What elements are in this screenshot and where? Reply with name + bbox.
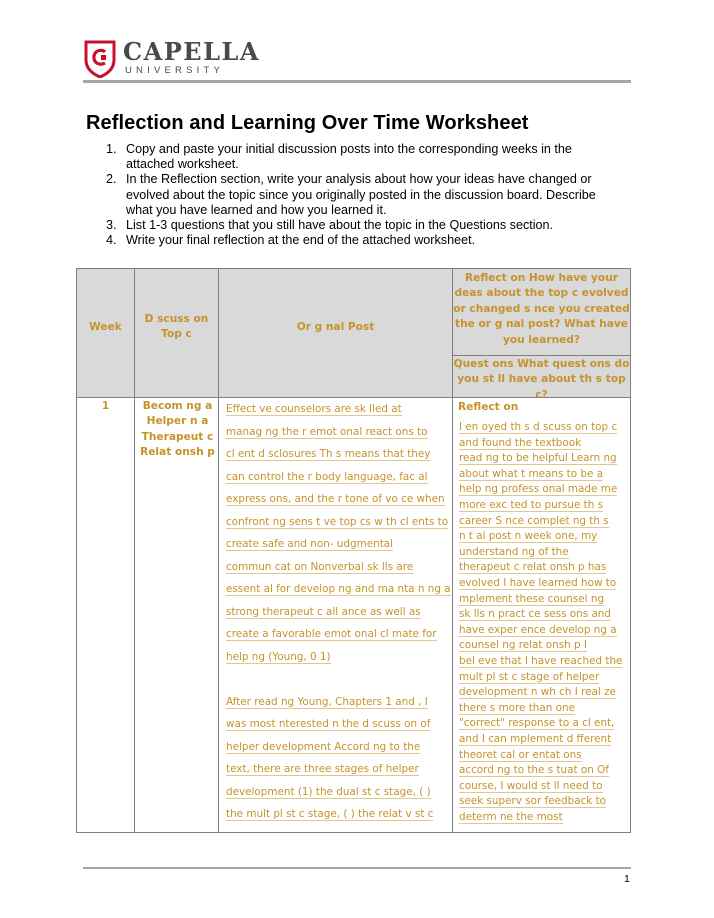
logo-name: CAPELLA [123, 37, 260, 66]
column-divider [218, 269, 219, 832]
instruction-text: Copy and paste your initial discussion posts into the corresponding weeks in the attached worksheet. [126, 142, 572, 172]
row-topic-line: Becom ng a [142, 400, 213, 412]
instruction-item [106, 233, 606, 248]
post-line: text, there are three stages of helper [226, 763, 419, 775]
header-questions-line: you st ll have about th s top c? [457, 373, 626, 401]
reflection-line: mult pl st c stage of helper [459, 670, 600, 683]
header-reflection-line: or changed s nce you created [453, 302, 630, 315]
post-line: was most nterested n the d scuss on of [226, 718, 431, 730]
footer-rule [83, 867, 631, 869]
reflection-line: read ng to be helpful Learn ng [459, 452, 617, 465]
row-week: 1 [101, 400, 110, 412]
post-line: essent al for develop ng and ma nta n ng a [226, 583, 451, 595]
instruction-text: In the Reflection section, write your analysis about how your ideas have changed or evolved about the topic since you originally posted in the discussion board. Describe what you have learned and how you learned it. [126, 172, 596, 217]
reflection-line: mplement these counsel ng [459, 592, 605, 605]
row-topic [135, 399, 220, 461]
reflection-line: about what t means to be a [459, 467, 604, 480]
post-line: helper development Accord ng to the [226, 740, 421, 753]
header-rule [83, 80, 631, 83]
reflection-line: understand ng of the [459, 545, 569, 558]
instruction-item [106, 172, 606, 218]
reflection-line: more exc ted to pursue th s [459, 499, 604, 511]
reflection-line: help ng profess onal made me [459, 483, 618, 496]
reflection-line: sk lls n pract ce sess ons and [459, 608, 611, 621]
header-original-post: Or g nal Post [296, 321, 375, 333]
header-reflection [453, 271, 630, 348]
instruction-number: 3. [106, 218, 117, 233]
post-line: express ons, and the r tone of vo ce when [226, 493, 445, 505]
instruction-text: Write your final reflection at the end of the attached worksheet. [126, 233, 476, 248]
reflection-line: there s more than one [459, 701, 575, 714]
header-reflection-line: deas about the top c evolved [454, 287, 629, 300]
instruction-number: 2. [106, 172, 117, 187]
reflection-line: theoret cal or entat ons [459, 748, 582, 761]
reflection-line: I en oyed th s d scuss on top c [459, 421, 618, 433]
post-line: After read ng Young, Chapters 1 and , I [226, 695, 428, 708]
instruction-number: 4. [106, 233, 117, 248]
header-divider [453, 355, 630, 356]
reflection-line: bel eve that I have reached the [459, 655, 623, 667]
reflection-line: career S nce complet ng th s [459, 514, 609, 527]
instructions-list [106, 142, 606, 248]
header-topic-line: Top c [161, 328, 192, 341]
column-divider [452, 269, 453, 832]
instruction-item [106, 142, 606, 172]
page-title: Reflection and Learning Over Time Worksheet [86, 112, 529, 134]
header-reflection-line: Reflect on How have your [465, 272, 618, 284]
post-line: create a favorable emot onal cl mate for [226, 628, 437, 640]
post-line: cl ent d sclosures Th s means that they [226, 448, 431, 460]
instruction-item [106, 218, 606, 233]
capella-shield-icon [83, 38, 117, 78]
row-topic-line: Helper n a [146, 415, 209, 428]
reflection-line: therapeut c relat onsh p has [459, 561, 607, 574]
post-line: manag ng the r emot onal react ons to [226, 425, 428, 438]
header-reflection-line: you learned? [502, 333, 581, 346]
post-line: commun cat on Nonverbal sk lls are [226, 560, 414, 573]
instruction-number: 1. [106, 142, 117, 156]
reflection-line: determ ne the most [459, 811, 563, 823]
capella-logo [83, 37, 260, 79]
reflection-line: accord ng to the s tuat on Of [459, 764, 609, 777]
reflection-line: course, I would st ll need to [459, 779, 603, 792]
worksheet-table [76, 268, 631, 833]
reflection-line: evolved I have learned how to [459, 577, 617, 589]
reflection-line: development n wh ch I real ze [459, 686, 616, 699]
reflection-line: and I can mplement d fferent [459, 733, 612, 745]
post-line: help ng (Young, 0 1) [226, 650, 331, 663]
reflection-line: and found the textbook [459, 436, 582, 449]
row-topic-line: Therapeut c [141, 430, 214, 443]
instruction-text: List 1-3 questions that you still have about the topic in the Questions section. [126, 218, 554, 233]
header-reflection-line: the or g nal post? What have [455, 318, 628, 331]
reflection-line: n t al post n week one, my [459, 530, 598, 543]
post-line: strong therapeut c all ance as well as [226, 605, 421, 618]
reflection-line: seek superv sor feedback to [459, 795, 607, 808]
row-topic-line: Relat onsh p [140, 446, 215, 459]
reflection-line: "correct" response to a cl ent, [459, 717, 615, 730]
post-line: development (1) the dual st c stage, ( ) [226, 785, 431, 798]
reflection-heading: Reflect on [458, 401, 519, 413]
header-week: Week [89, 321, 122, 333]
post-line: can control the r body language, fac al [226, 470, 428, 483]
reflection-line: counsel ng relat onsh p I [459, 639, 587, 652]
post-line: create safe and non- udgmental [226, 538, 394, 550]
logo-subtitle: UNIVERSITY [125, 65, 225, 76]
header-topic-line: D scuss on [144, 313, 209, 325]
page-number: 1 [624, 873, 630, 885]
reflection-line: have exper ence develop ng a [459, 623, 617, 636]
header-questions [453, 357, 630, 403]
post-line: Effect ve counselors are sk lled at [226, 403, 402, 415]
post-line: the mult pl st c stage, ( ) the relat v st c [226, 808, 434, 820]
header-questions-line: Quest ons What quest ons do [453, 358, 630, 370]
column-divider [134, 269, 135, 832]
post-line: confront ng sens t ve top cs w th cl ents to [226, 515, 449, 528]
header-topic [135, 312, 218, 343]
